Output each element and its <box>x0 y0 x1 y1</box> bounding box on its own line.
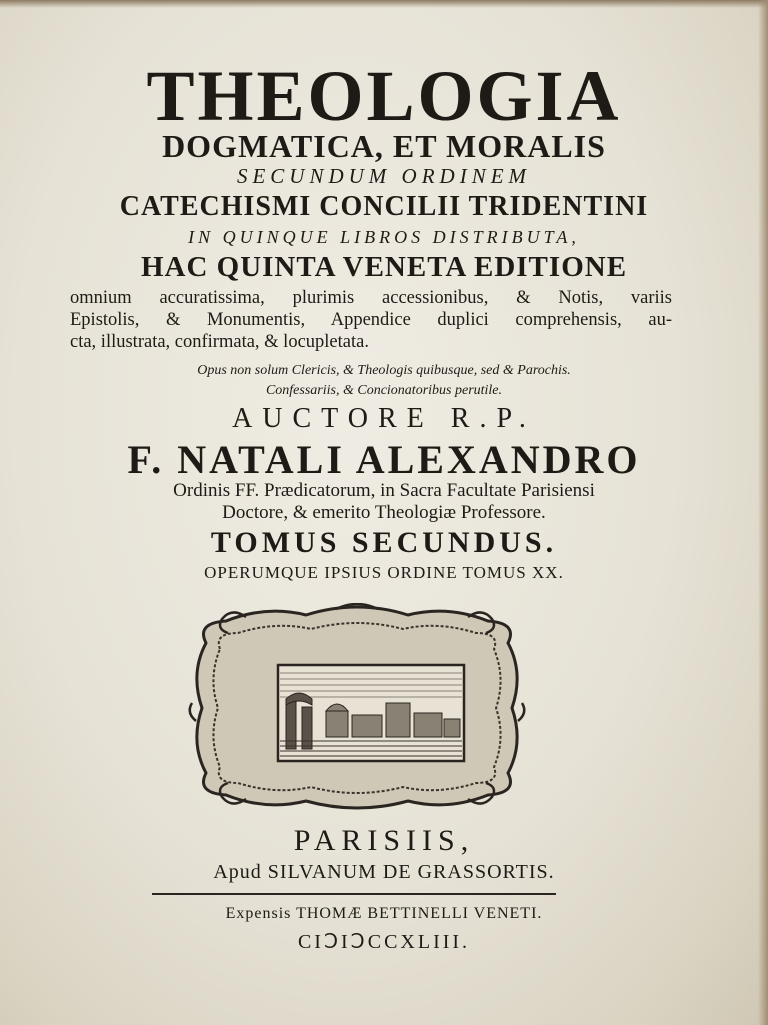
author-affiliation-1: Ordinis FF. Prædicatorum, in Sacra Facultate Parisiensi <box>173 480 595 501</box>
opus-line-1: Opus non solum Clericis, & Theologis quibusque, sed & Parochis. <box>197 363 571 378</box>
author-affiliation-2: Doctore, & emerito Theologiæ Professore. <box>222 502 546 523</box>
description-paragraph <box>70 287 672 353</box>
engraved-vignette-image <box>186 603 528 813</box>
description-line: cta, illustrata, confirmata, & locupletata. <box>70 332 369 352</box>
volume-sub-label: OPERUMQUE IPSIUS ORDINE TOMUS XX. <box>204 563 564 582</box>
imprint-place: PARISIIS, <box>293 824 475 857</box>
auctore-label: AUCTORE R.P. <box>232 403 536 434</box>
line-edition: HAC QUINTA VENETA EDITIONE <box>140 251 628 283</box>
line-catechismi: CATECHISMI CONCILII TRIDENTINI <box>119 191 649 222</box>
opus-line-2: Confessariis, & Concionatoribus perutile. <box>265 383 503 398</box>
line-secundum: SECUNDUM ORDINEM <box>236 164 532 188</box>
author-name: F. NATALI ALEXANDRO <box>127 437 641 482</box>
line-quinque: IN QUINQUE LIBROS DISTRIBUTA, <box>188 227 580 247</box>
imprint-year: CIↃIↃCCXLIII. <box>297 931 471 953</box>
description-line: Epistolis, & Monumentis, Appendice duplici comprehensis, au- <box>70 310 672 330</box>
imprint-expenses: Expensis THOMÆ BETTINELLI VENETI. <box>225 905 543 922</box>
book-title: THEOLOGIA <box>146 56 622 136</box>
description-line: omnium accuratissima, plurimis accessionibus, & Notis, variis <box>70 288 672 308</box>
imprint-divider <box>152 893 556 895</box>
volume-label: TOMUS SECUNDUS. <box>210 526 558 559</box>
book-subtitle: DOGMATICA, ET MORALIS <box>162 128 606 164</box>
page-edge-top <box>0 0 768 8</box>
imprint-publisher: Apud SILVANUM DE GRASSORTIS. <box>213 861 555 883</box>
